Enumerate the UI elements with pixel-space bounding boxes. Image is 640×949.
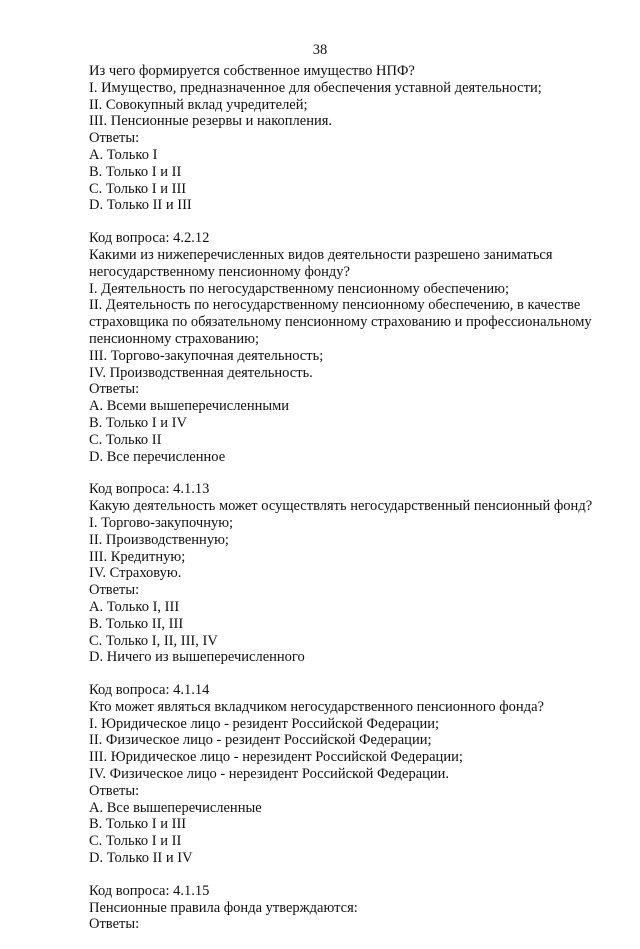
answer-option: C. Только I и II [89, 833, 182, 850]
statement-line: II. Деятельность по негосударственному пенсионному обеспечению, в качестве [89, 297, 581, 314]
answer-option: B. Только I и III [89, 816, 187, 833]
statement-line: I. Деятельность по негосударственному пенсионному обеспечению; [89, 280, 509, 297]
statement-line: III. Торгово-закупочная деятельность; [89, 347, 324, 364]
answers-heading: Ответы: [89, 582, 140, 599]
question-text: Какими из нижеперечисленных видов деятельности разрешено заниматься [89, 246, 553, 263]
answer-option: D. Ничего из вышеперечисленного [89, 649, 305, 666]
answer-option: B. Только I и II [89, 163, 182, 180]
question-block [89, 481, 593, 666]
answers-heading: Ответы: [89, 916, 140, 933]
question-text: Какую деятельность может осуществлять негосударственный пенсионный фонд? [89, 498, 593, 515]
answer-option: B. Только II, III [89, 615, 184, 632]
answer-option: C. Только I, II, III, IV [89, 632, 218, 649]
statement-line: III. Кредитную; [89, 548, 186, 565]
question-text: Из чего формируется собственное имущество НПФ? [89, 63, 415, 79]
question-text: Кто может являться вкладчиком негосударственного пенсионного фонда? [89, 698, 544, 715]
question-code: Код вопроса: 4.1.13 [89, 481, 210, 498]
question-block [89, 682, 559, 867]
answer-option: A. Все вышеперечисленные [89, 799, 262, 816]
answer-option: D. Все перечисленное [89, 448, 226, 465]
statement-line: I. Юридическое лицо - резидент Российской Федерации; [89, 715, 440, 732]
statement-line: I. Имущество, предназначенное для обеспечения уставной деятельности; [89, 79, 542, 96]
answers-heading: Ответы: [89, 782, 140, 799]
answer-option: B. Только I и IV [89, 414, 187, 431]
answers-heading: Ответы: [89, 381, 140, 398]
statement-line: II. Производственную; [89, 531, 229, 548]
statement-line: IV. Физическое лицо - нерезидент Российской Федерации. [89, 766, 450, 783]
question-block [89, 883, 559, 933]
question-code: Код вопроса: 4.1.15 [89, 882, 210, 899]
document-body [89, 63, 593, 949]
answer-option: A. Только I, III [89, 598, 180, 615]
answer-option: A. Всеми вышеперечисленными [89, 398, 290, 415]
answer-option: D. Только II и III [89, 197, 192, 214]
question-code: Код вопроса: 4.1.14 [89, 682, 210, 699]
statement-line: страховщика по обязательному пенсионному страхованию и профессиональному [89, 314, 592, 331]
statement-line: пенсионному страхованию; [89, 330, 259, 347]
question-text: негосударственному пенсионному фонду? [89, 263, 350, 280]
answer-option: A. Только I [89, 146, 158, 163]
statement-line: IV. Страховую. [89, 565, 182, 582]
statement-line: II. Совокупный вклад учредителей; [89, 96, 308, 113]
answer-option: C. Только I и III [89, 180, 187, 197]
statement-line: III. Юридическое лицо - нерезидент Российской Федерации; [89, 749, 463, 766]
page-number: 38 [312, 42, 328, 58]
statement-line: II. Физическое лицо - резидент Российской Федерации; [89, 732, 432, 749]
question-block [89, 63, 559, 214]
statement-line: IV. Производственная деятельность. [89, 364, 313, 381]
answers-heading: Ответы: [89, 130, 140, 147]
answer-option: C. Только II [89, 431, 162, 448]
statement-line: I. Торгово-закупочную; [89, 514, 234, 531]
question-code: Код вопроса: 4.2.12 [89, 230, 210, 247]
answer-option: D. Только II и IV [89, 850, 193, 867]
question-block [89, 230, 592, 465]
statement-line: III. Пенсионные резервы и накопления. [89, 113, 333, 130]
question-text: Пенсионные правила фонда утверждаются: [89, 899, 358, 916]
